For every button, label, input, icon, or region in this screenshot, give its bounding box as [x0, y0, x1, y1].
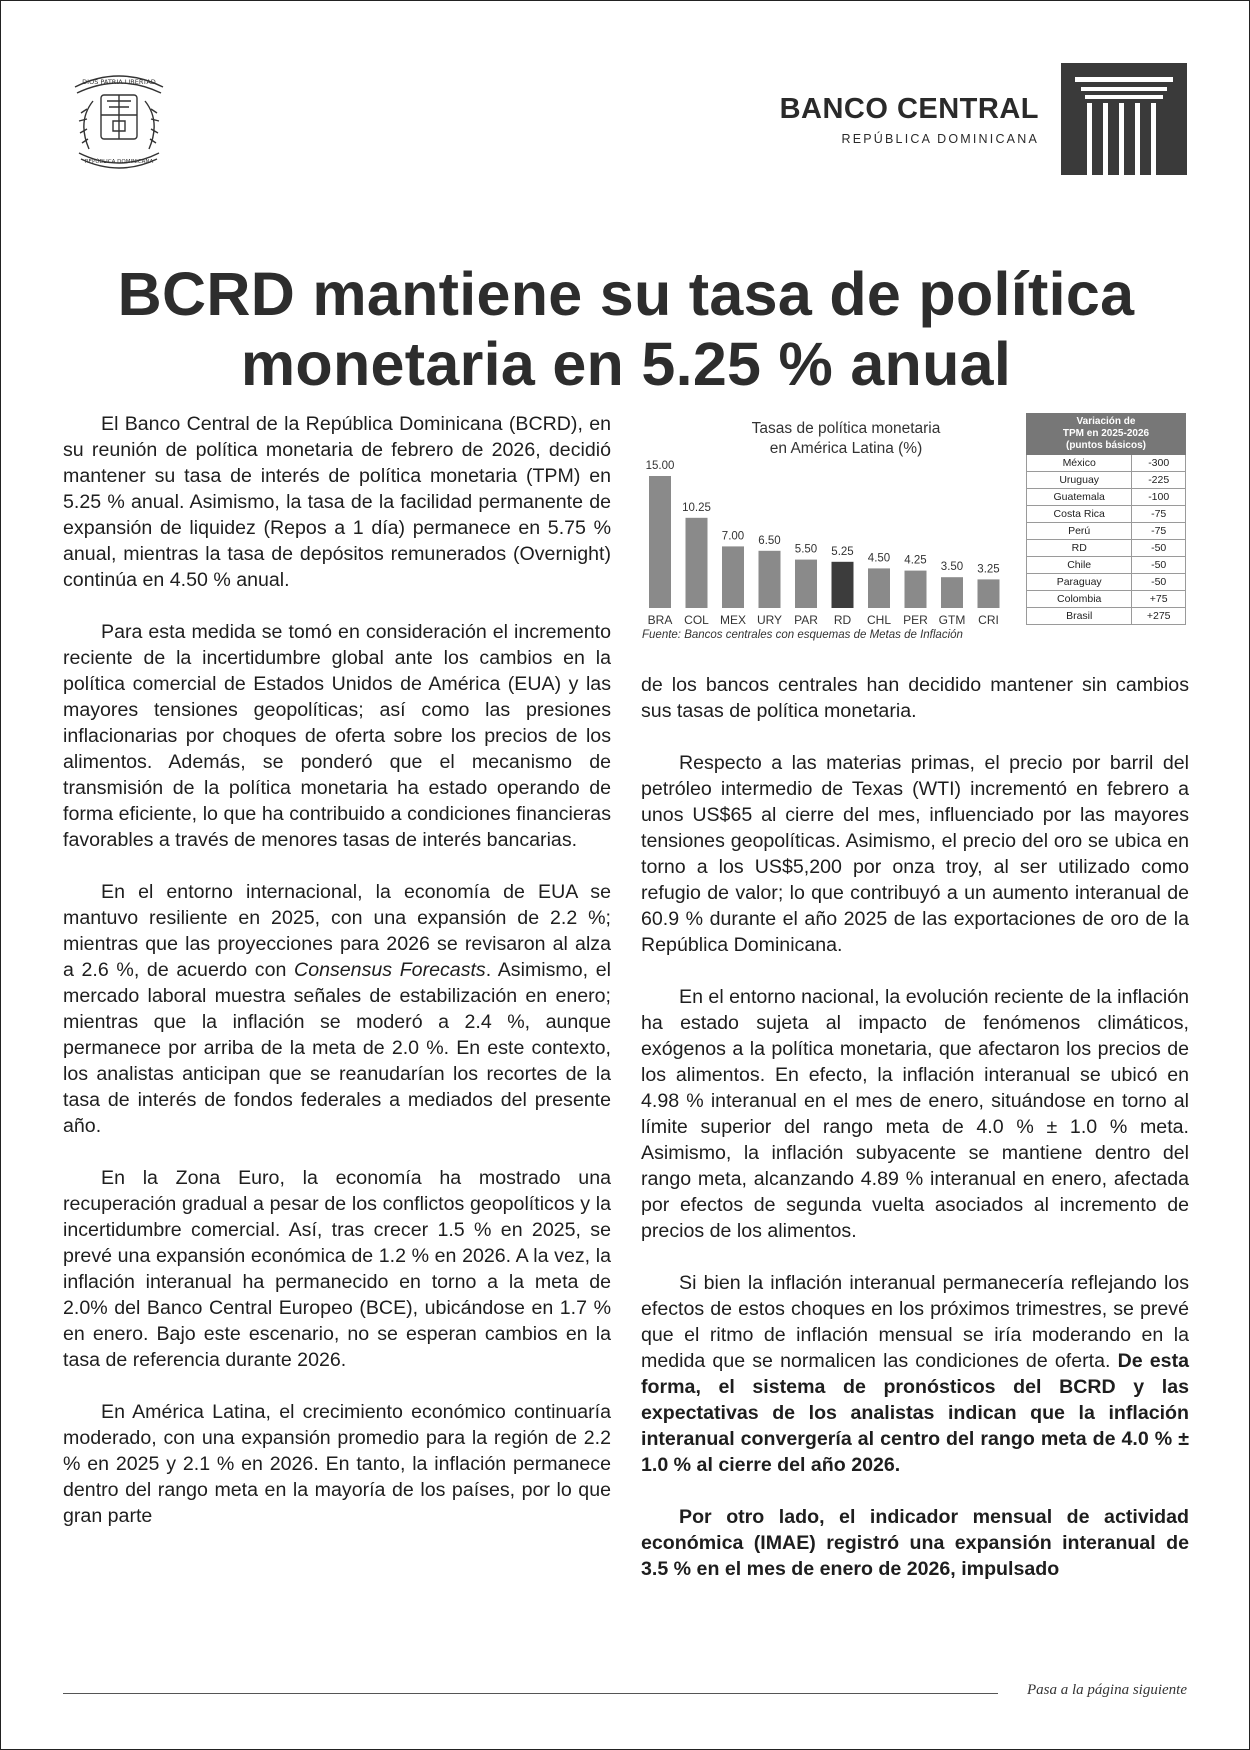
paragraph: En América Latina, el crecimiento económico continuaría moderado, con una expansión promedio para la región de 2.2 % en 2025 y 2.1 % en 2026. En tanto, la inflación permanece dentro del rango meta en la mayoría de los países, por lo que gran parte: [63, 1401, 611, 1527]
category-label: RD: [833, 613, 852, 627]
brand-block: [780, 93, 1039, 146]
svg-text:DIOS PATRIA LIBERTAD: DIOS PATRIA LIBERTAD: [82, 78, 156, 86]
category-label: CRI: [978, 613, 999, 627]
table-row: [1027, 523, 1186, 540]
bar-gtm: [941, 577, 963, 608]
bar-per: [905, 571, 927, 608]
country-cell: Guatemala: [1027, 489, 1132, 506]
right-column: [641, 672, 1189, 1582]
brand-subtitle: REPÚBLICA DOMINICANA: [841, 132, 1039, 146]
value-cell: +275: [1132, 608, 1186, 625]
paragraph: En la Zona Euro, la economía ha mostrado una recuperación gradual a pesar de los conflictos geopolíticos y la incertidumbre comercial. Así, tras crecer 1.5 % en 2025, se prevé una expansión económica de 1.2 % en 2026. A la vez, la inflación interanual ha permanecido en torno a la meta de 2.0% del Banco Central Europeo (BCE), ubicándose en 1.7 % en enero. Bajo este escenario, no se esperan cambios en la tasa de referencia durante 2026.: [63, 1167, 611, 1371]
headline-line-2: monetaria en 5.25 % anual: [240, 330, 1012, 398]
bank-building-logo-icon: [1061, 63, 1187, 175]
value-label: 4.50: [867, 552, 891, 565]
value-cell: -100: [1132, 489, 1186, 506]
value-cell: -50: [1132, 557, 1186, 574]
value-cell: -75: [1132, 523, 1186, 540]
bar-rd: [832, 562, 854, 608]
bar-bra: [649, 476, 671, 608]
tpm-variation-table: [1026, 413, 1186, 625]
value-label: 5.25: [831, 545, 854, 558]
country-cell: Uruguay: [1027, 472, 1132, 489]
bar-par: [795, 560, 817, 608]
bar-mex: [722, 546, 744, 608]
category-label: PER: [903, 613, 928, 627]
brand-name: BANCO CENTRAL: [779, 93, 1039, 125]
chart-plot: [641, 411, 1021, 629]
coat-of-arms-icon: [63, 61, 175, 173]
chart-title: Tasas de política monetaria en América Latina (%): [751, 420, 941, 457]
category-label: GTM: [938, 613, 966, 627]
category-label: PAR: [794, 613, 818, 627]
bar-ury: [759, 551, 781, 608]
bar-col: [686, 518, 708, 608]
svg-text:REPÚBLICA DOMINICANA: REPÚBLICA DOMINICANA: [84, 159, 154, 165]
table-header: Variación de TPM en 2025-2026 (puntos básicos): [1027, 414, 1186, 455]
value-label: 15.00: [645, 460, 675, 472]
value-label: 5.50: [794, 543, 818, 556]
value-cell: -225: [1132, 472, 1186, 489]
paragraph: El Banco Central de la República Dominicana (BCRD), en su reunión de política monetaria de febrero de 2026, decidió mantener su tasa de interés de política monetaria (TPM) en 5.25 % anual. Asimismo, la tasa de la facilidad permanente de expansión de liquidez (Repos a 1 día) permanece en 5.75 % anual, mientras la tasa de depósitos remunerados (Overnight) continúa en 4.50 % anual.: [63, 413, 611, 591]
country-cell: Perú: [1027, 523, 1132, 540]
value-label: 6.50: [758, 534, 781, 547]
value-cell: -75: [1132, 506, 1186, 523]
country-cell: México: [1027, 455, 1132, 472]
paragraph: En el entorno internacional, la economía de EUA se mantuvo resiliente en 2025, con una expansión de 2.2 %; mientras que las proyecciones para 2026 se revisaron al alza a 2.6 %, de acuerdo con Consensus Forecasts. Asimismo, el mercado laboral muestra señales de estabilización en enero; mientras que la inflación se moderó a 2.4 %, aunque permanece por arriba de la meta de 2.0 %. En este contexto, los analistas anticipan que se reanudarían los recortes de la tasa de interés de fondos federales a mediados del presente año.: [63, 881, 611, 1137]
country-cell: Colombia: [1027, 591, 1132, 608]
paragraph: Si bien la inflación interanual permanecería reflejando los efectos de estos choques en los próximos trimestres, se prevé que el ritmo de inflación mensual se iría moderando en la medida que se normalicen las condiciones de oferta. De esta forma, el sistema de pronósticos del BCRD y las expectativas de los analistas indican que la inflación interanual convergería al centro del rango meta de 4.0 % ± 1.0 % al cierre del año 2026.: [641, 1272, 1189, 1476]
table-row: [1027, 574, 1186, 591]
table-row: [1027, 489, 1186, 506]
value-cell: -50: [1132, 540, 1186, 557]
category-label: CHL: [866, 613, 892, 627]
category-label: URY: [756, 613, 783, 627]
left-column: [63, 411, 611, 1529]
value-cell: -300: [1132, 455, 1186, 472]
paragraph: Por otro lado, el indicador mensual de actividad económica (IMAE) registró una expansión interanual de 3.5 % en el mes de enero de 2026, impulsado: [641, 1506, 1189, 1580]
category-label: BRA: [647, 613, 673, 627]
country-cell: Chile: [1027, 557, 1132, 574]
policy-rate-chart: [641, 411, 1021, 646]
value-label: 3.50: [940, 561, 964, 574]
category-label: COL: [684, 613, 709, 627]
value-label: 7.00: [721, 530, 745, 543]
table-body: [1027, 455, 1186, 625]
paragraph: En el entorno nacional, la evolución reciente de la inflación ha estado sujeta al impacto de fenómenos climáticos, exógenos a la política monetaria, que afectaron los precios de los alimentos. En efecto, la inflación interanual se ubicó en 4.98 % interanual en el mes de enero, situándose en torno al límite superior del rango meta de 4.0 % ± 1.0 % meta. Asimismo, la inflación subyacente se mantiene dentro del rango meta, alcanzando 4.89 % interanual en enero, afectada por efectos de segunda vuelta asociados al incremento de precios de los alimentos.: [641, 986, 1189, 1242]
paragraph: de los bancos centrales han decidido mantener sin cambios sus tasas de política monetaria.: [641, 674, 1189, 722]
headline-line-1: BCRD mantiene su tasa de política: [117, 260, 1135, 328]
next-page-note: Pasa a la página siguiente: [1027, 1682, 1187, 1698]
headline: [41, 259, 1211, 399]
bar-cri: [978, 579, 1000, 608]
value-label: 4.25: [904, 554, 927, 567]
country-cell: Paraguay: [1027, 574, 1132, 591]
category-label: MEX: [719, 613, 747, 627]
value-cell: +75: [1132, 591, 1186, 608]
table-row: [1027, 557, 1186, 574]
bar-chl: [868, 568, 890, 608]
table-row: [1027, 472, 1186, 489]
value-cell: -50: [1132, 574, 1186, 591]
table-row: [1027, 506, 1186, 523]
value-label: 3.25: [977, 563, 1000, 576]
country-cell: Costa Rica: [1027, 506, 1132, 523]
country-cell: Brasil: [1027, 608, 1132, 625]
footer-rule: [63, 1693, 998, 1694]
table-row: [1027, 540, 1186, 557]
table-row: [1027, 608, 1186, 625]
paragraph: Respecto a las materias primas, el precio por barril del petróleo intermedio de Texas (WTI) incrementó en febrero a unos US$65 al cierre del mes, influenciado por las mayores tensiones geopolíticas. Asimismo, el precio del oro se ubica en torno a los US$5,200 por onza troy, al ser utilizado como refugio de valor; lo que contribuyó a un aumento interanual de 60.9 % durante el año 2025 de las exportaciones de oro de la República Dominicana.: [641, 752, 1189, 956]
chart-source: Fuente: Bancos centrales con esquemas de Metas de Inflación: [642, 629, 963, 641]
table-row: [1027, 455, 1186, 472]
country-cell: RD: [1027, 540, 1132, 557]
paragraph: Para esta medida se tomó en consideración el incremento reciente de la incertidumbre global ante los cambios en la política comercial de Estados Unidos de América (EUA) y las mayores tensiones geopolíticas; así como las presiones inflacionarias por choques de oferta sobre los precios de los alimentos. Además, se ponderó que el mecanismo de transmisión de la política monetaria ha estado operando de forma eficiente, lo que ha contribuido a condiciones financieras favorables a través de menores tasas de interés bancarias.: [63, 621, 611, 851]
value-label: 10.25: [682, 501, 711, 514]
table-row: [1027, 591, 1186, 608]
